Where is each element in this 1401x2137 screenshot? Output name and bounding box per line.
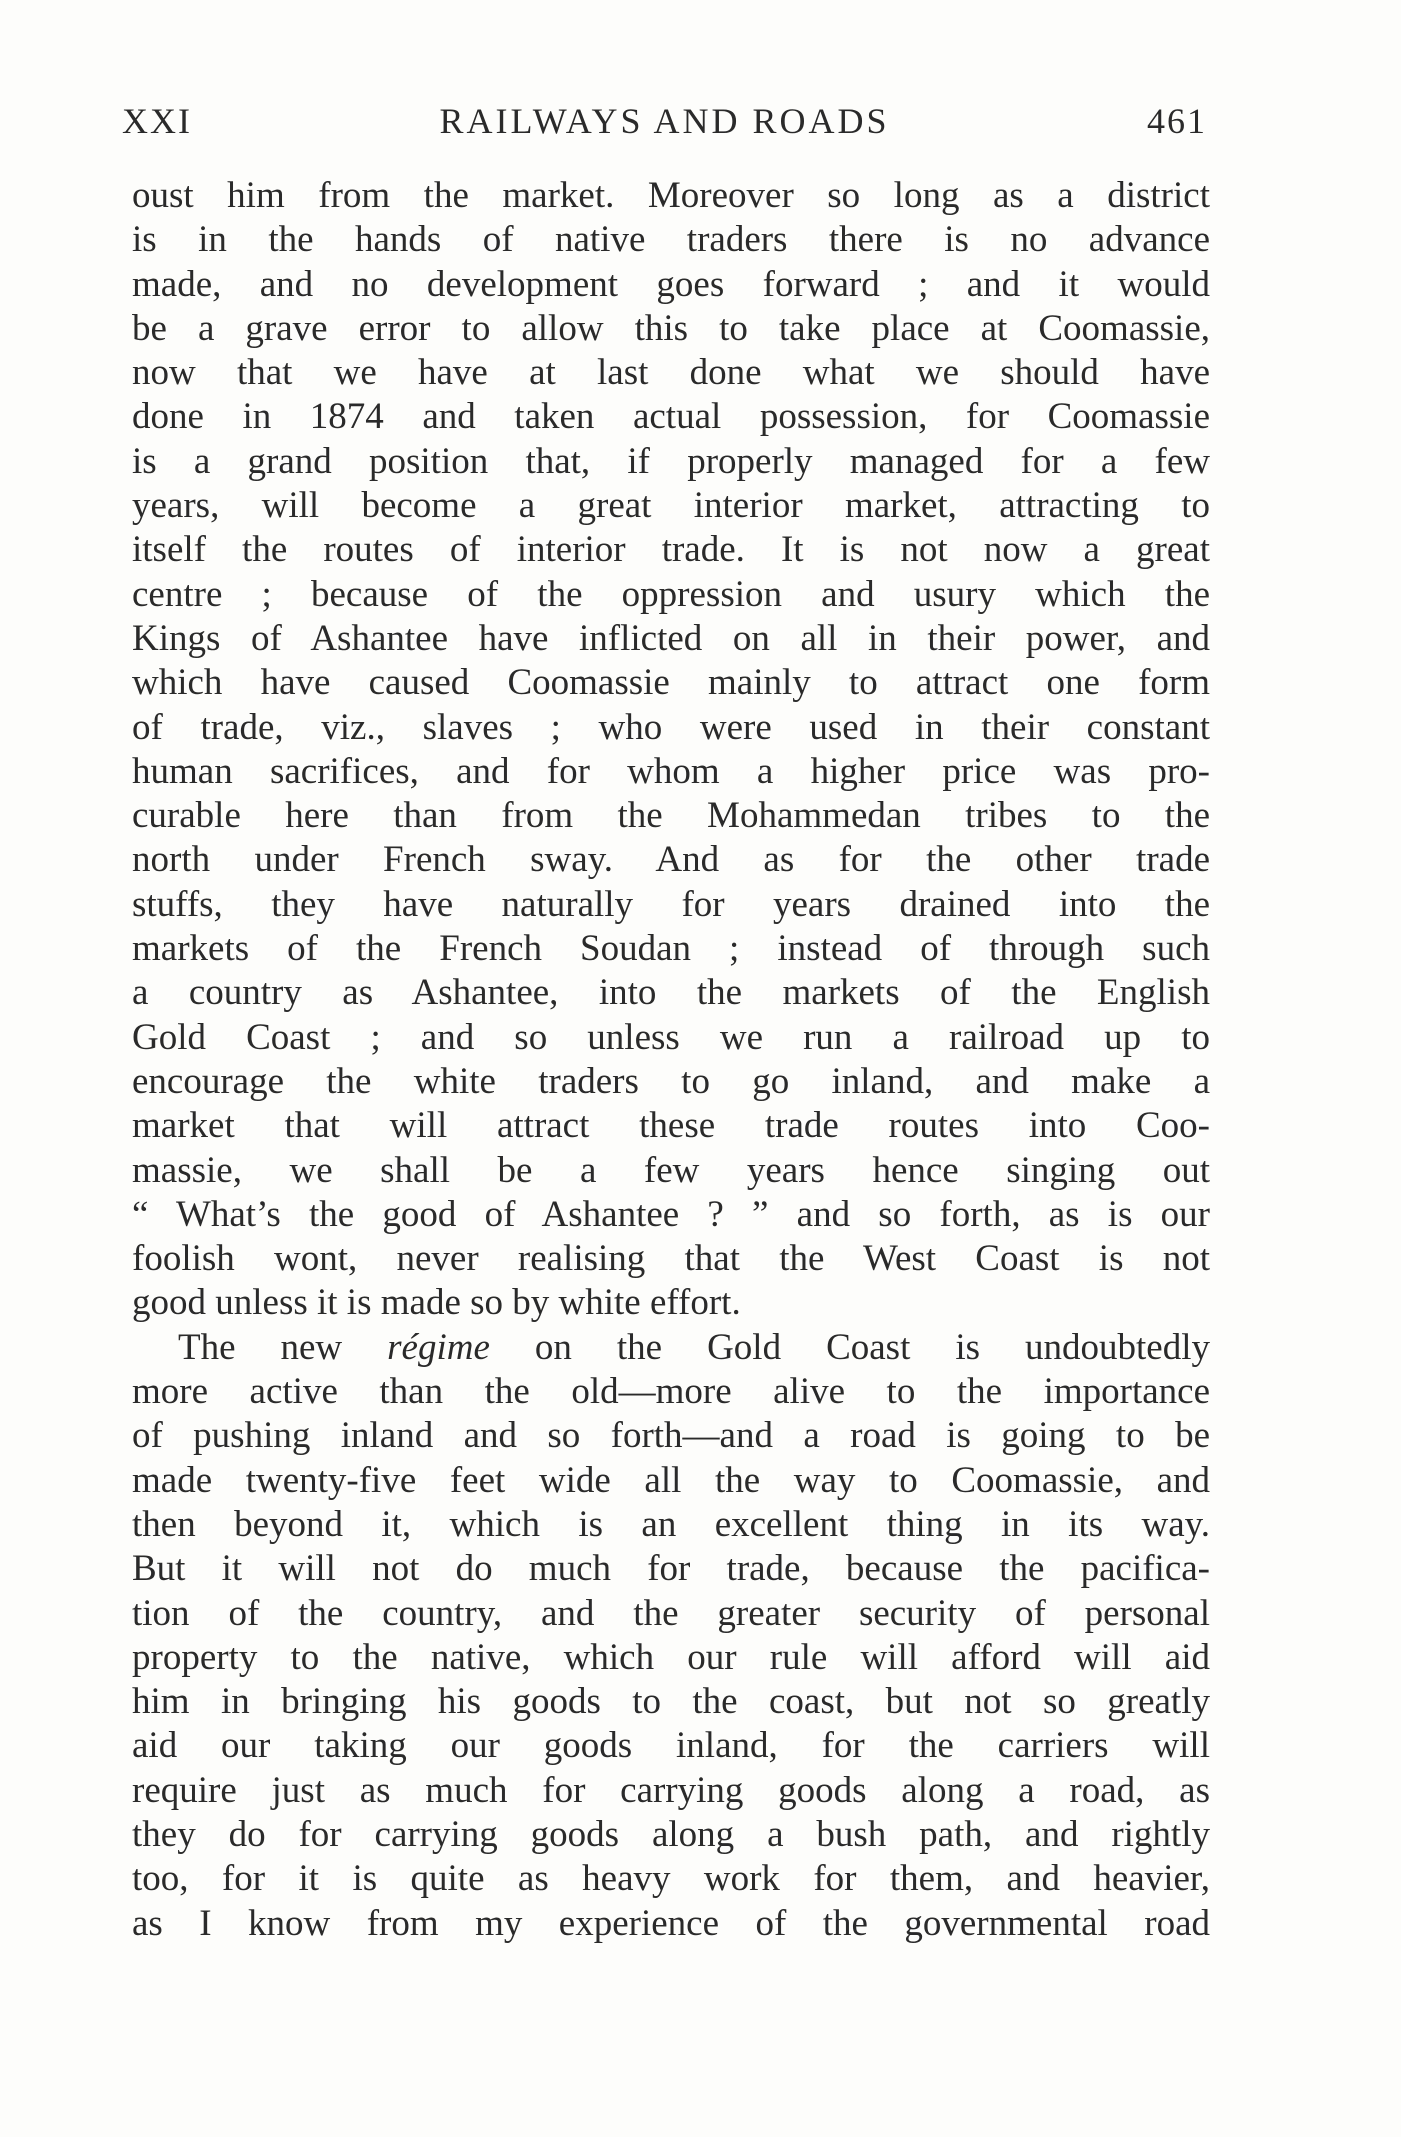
text-line: itself the routes of interior trade. It is not now a great [132, 529, 1210, 571]
text-line [132, 1326, 1210, 1370]
text-line: is in the hands of native traders there is no advance [132, 219, 1210, 261]
text-line: done in 1874 and taken actual possession, for Coomassie [132, 396, 1210, 438]
text-line: curable here than from the Mohammedan tribes to the [132, 795, 1210, 837]
text-line: made twenty-five feet wide all the way to Coomassie, and [132, 1459, 1210, 1501]
text-line: a country as Ashantee, into the markets of the English [132, 972, 1210, 1014]
text-line: too, for it is quite as heavy work for them, and heavier, [132, 1858, 1210, 1900]
text-line: of trade, viz., slaves ; who were used in their constant [132, 706, 1210, 748]
text-line: him in bringing his goods to the coast, but not so greatly [132, 1681, 1210, 1723]
text-run: The new [178, 1326, 388, 1368]
text-line: centre ; because of the oppression and usury which the [132, 573, 1210, 615]
text-line: north under French sway. And as for the other trade [132, 839, 1210, 881]
text-line: encourage the white traders to go inland, and make a [132, 1060, 1210, 1102]
text-line: “ What’s the good of Ashantee ? ” and so forth, as is our [132, 1193, 1210, 1235]
text-line: property to the native, which our rule will afford will aid [132, 1636, 1210, 1678]
text-line: human sacrifices, and for whom a higher price was pro- [132, 750, 1210, 792]
text-line: require just as much for carrying goods along a road, as [132, 1769, 1210, 1811]
text-line: is a grand position that, if properly managed for a few [132, 440, 1210, 482]
text-line: which have caused Coomassie mainly to attract one form [132, 662, 1210, 704]
text-line: as I know from my experience of the governmental road [132, 1902, 1210, 1944]
page-number: 461 [1147, 101, 1207, 141]
text-line: be a grave error to allow this to take place at Coomassie, [132, 307, 1210, 349]
chapter-number: XXI [122, 101, 192, 141]
chapter-title: RAILWAYS AND ROADS [439, 101, 890, 141]
text-line: oust him from the market. Moreover so long as a district [132, 175, 1210, 216]
text-line: good unless it is made so by white effort. [132, 1282, 741, 1324]
text-line: market that will attract these trade routes into Coo- [132, 1105, 1210, 1147]
text-line: Kings of Ashantee have inflicted on all in their power, and [132, 617, 1210, 659]
text-line: stuffs, they have naturally for years drained into the [132, 883, 1210, 925]
paragraph-1 [132, 174, 1210, 1326]
running-head [122, 100, 1207, 148]
text-line: tion of the country, and the greater security of personal [132, 1592, 1210, 1634]
text-line: But it will not do much for trade, because the pacifica- [132, 1548, 1210, 1590]
italic-word: régime [387, 1326, 490, 1368]
text-line: years, will become a great interior market, attracting to [132, 485, 1210, 527]
text-line: then beyond it, which is an excellent thing in its way. [132, 1503, 1210, 1545]
text-line: they do for carrying goods along a bush path, and rightly [132, 1813, 1210, 1855]
body-text [132, 174, 1210, 1946]
text-line: made, and no development goes forward ; and it would [132, 263, 1210, 305]
text-line: Gold Coast ; and so unless we run a railroad up to [132, 1016, 1210, 1058]
text-run: on the Gold Coast is undoubtedly [489, 1326, 1210, 1368]
paragraph-2 [132, 1326, 1210, 1946]
text-line: massie, we shall be a few years hence singing out [132, 1149, 1210, 1191]
text-line: now that we have at last done what we should have [132, 352, 1210, 394]
text-line: of pushing inland and so forth—and a road is going to be [132, 1415, 1210, 1457]
text-line: more active than the old—more alive to the importance [132, 1371, 1210, 1413]
text-line: markets of the French Soudan ; instead of through such [132, 928, 1210, 970]
text-line: foolish wont, never realising that the West Coast is not [132, 1238, 1210, 1280]
text-line: aid our taking our goods inland, for the carriers will [132, 1725, 1210, 1767]
